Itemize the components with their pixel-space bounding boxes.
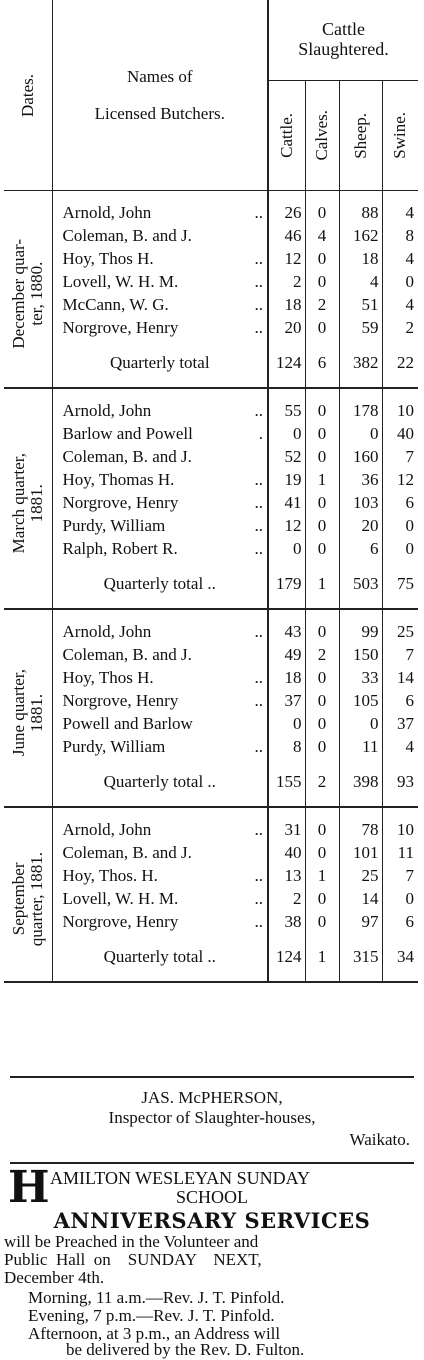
butcher-name-cell — [52, 537, 268, 560]
butcher-name: Hoy, Thos H. — [62, 667, 154, 687]
table-row — [4, 191, 418, 225]
sheep-count: 0 — [339, 712, 382, 735]
sheep-count: 99 — [339, 609, 382, 643]
sheep-count: 14 — [339, 887, 382, 910]
cattle-count: 19 — [268, 468, 305, 491]
total-swine: 93 — [382, 758, 418, 807]
quarter-date-line1: December quar- — [8, 239, 28, 349]
butcher-name-cell — [52, 910, 268, 933]
butcher-name-cell — [52, 864, 268, 887]
table-row — [4, 609, 418, 643]
names-header-line2: Licensed Butchers. — [94, 104, 225, 123]
table-row — [4, 841, 418, 864]
total-swine: 75 — [382, 560, 418, 609]
cattle-count: 8 — [268, 735, 305, 758]
sheep-count: 97 — [339, 910, 382, 933]
butcher-name-cell — [52, 468, 268, 491]
butcher-name: Coleman, B. and J. — [62, 644, 192, 664]
calves-count: 4 — [305, 224, 339, 247]
calves-count: 0 — [305, 247, 339, 270]
cattle-count: 41 — [268, 491, 305, 514]
advert-body-line3: December 4th. — [4, 1268, 105, 1287]
butcher-name: Coleman, B. and J. — [62, 446, 192, 466]
dot-leader: . — [258, 423, 263, 443]
swine-count: 7 — [405, 865, 415, 885]
swine-count: 0 — [405, 538, 415, 558]
sheep-count: 6 — [339, 537, 382, 560]
cattle-count: 2 — [268, 270, 305, 293]
dot-leader: .. — [254, 819, 263, 839]
cattle-count: 40 — [268, 841, 305, 864]
cattle-count: 38 — [268, 910, 305, 933]
quarterly-total-row — [4, 758, 418, 807]
butcher-name-cell — [52, 887, 268, 910]
sheep-count: 11 — [339, 735, 382, 758]
names-header-line1: Names of — [126, 66, 193, 86]
dot-leader: .. — [254, 400, 263, 420]
calves-count: 0 — [305, 666, 339, 689]
total-cattle: 124 — [268, 933, 305, 982]
cattle-count: 12 — [268, 247, 305, 270]
calves-count: 0 — [305, 609, 339, 643]
table-row — [4, 224, 418, 247]
table-row — [4, 316, 418, 339]
quarterly-total-row — [4, 933, 418, 982]
sheep-count: 162 — [339, 224, 382, 247]
calves-count: 0 — [305, 537, 339, 560]
dot-leader: .. — [254, 736, 263, 756]
advert-evening: Evening, 7 p.m.—Rev. J. T. Pinfold. — [28, 1306, 275, 1325]
butcher-name: Lovell, W. H. M. — [62, 888, 179, 908]
advert-body-line1: will be Preached in the Volunteer and — [4, 1232, 259, 1251]
calves-count: 0 — [305, 491, 339, 514]
cattle-count: 18 — [268, 293, 305, 316]
table-row — [4, 468, 418, 491]
calves-count: 0 — [305, 910, 339, 933]
advert-afternoon-line1: Afternoon, at 3 p.m., an Address will — [28, 1324, 281, 1343]
table-row — [4, 445, 418, 468]
butcher-name-cell — [52, 712, 268, 735]
sheep-count: 25 — [339, 864, 382, 887]
dot-leader: .. — [254, 667, 263, 687]
butcher-name-cell — [52, 224, 268, 247]
sheep-count: 4 — [339, 270, 382, 293]
butcher-name: Arnold, John — [62, 621, 152, 641]
calves-count: 0 — [305, 445, 339, 468]
butcher-name-cell — [52, 270, 268, 293]
col-calves-header: Calves. — [305, 81, 339, 191]
quarterly-total-label: Quarterly total .. — [52, 758, 268, 807]
cattle-count: 0 — [268, 422, 305, 445]
total-swine: 22 — [382, 339, 418, 388]
dot-leader: .. — [254, 538, 263, 558]
table-row — [4, 388, 418, 422]
butcher-name-cell — [52, 247, 268, 270]
sheep-count: 88 — [339, 191, 382, 225]
dot-leader: .. — [254, 690, 263, 710]
sheep-count: 36 — [339, 468, 382, 491]
swine-count: 7 — [405, 644, 415, 664]
butcher-name: Hoy, Thomas H. — [62, 469, 175, 489]
calves-count: 0 — [305, 735, 339, 758]
sheep-count: 33 — [339, 666, 382, 689]
advert-afternoon-line2: be delivered by the Rev. D. Fulton. — [66, 1340, 305, 1359]
butcher-name-cell — [52, 316, 268, 339]
total-cattle: 179 — [268, 560, 305, 609]
dot-leader: .. — [254, 469, 263, 489]
calves-count: 0 — [305, 841, 339, 864]
swine-count: 10 — [382, 807, 418, 841]
sheep-count: 0 — [339, 422, 382, 445]
cattle-count: 52 — [268, 445, 305, 468]
butcher-name: Hoy, Thos H. — [62, 248, 154, 268]
quarter-date-cell — [4, 609, 52, 807]
butcher-name: McCann, W. G. — [62, 294, 169, 314]
dot-leader: .. — [254, 317, 263, 337]
table-row — [4, 887, 418, 910]
total-calves: 1 — [305, 933, 339, 982]
calves-count: 0 — [305, 191, 339, 225]
quarter-date-line1: September — [8, 863, 28, 936]
dot-leader: .. — [254, 492, 263, 512]
swine-count: 0 — [405, 888, 415, 908]
separator-rule — [10, 1076, 414, 1078]
sheep-count: 59 — [339, 316, 382, 339]
col-sheep-header: Sheep. — [339, 81, 382, 191]
cattle-count: 26 — [268, 191, 305, 225]
cattle-count: 20 — [268, 316, 305, 339]
swine-count: 37 — [397, 713, 415, 733]
quarter-date-cell — [4, 191, 52, 389]
table-row — [4, 293, 418, 316]
butcher-name-cell — [52, 666, 268, 689]
swine-count: 14 — [397, 667, 415, 687]
cattle-count: 49 — [268, 643, 305, 666]
sheep-count: 178 — [339, 388, 382, 422]
advert-body-line2: Public Hall on SUNDAY NEXT, — [4, 1250, 262, 1269]
advert-title-line2: SCHOOL — [175, 1187, 248, 1207]
table-row — [4, 514, 418, 537]
calves-count: 0 — [305, 887, 339, 910]
swine-count: 8 — [405, 225, 415, 245]
total-cattle: 124 — [268, 339, 305, 388]
cattle-count: 12 — [268, 514, 305, 537]
swine-count: 0 — [405, 271, 415, 291]
quarterly-total-label: Quarterly total .. — [52, 933, 268, 982]
total-swine: 34 — [382, 933, 418, 982]
quarter-date-line2: ter, 1880. — [26, 262, 46, 326]
butcher-name-cell — [52, 841, 268, 864]
names-header — [52, 0, 268, 191]
total-sheep: 503 — [339, 560, 382, 609]
butcher-name: Barlow and Powell — [62, 423, 193, 443]
butcher-name-cell — [52, 293, 268, 316]
cattle-count: 46 — [268, 224, 305, 247]
cattle-group-header: Cattle Slaughtered. — [268, 0, 418, 81]
swine-count: 12 — [397, 469, 415, 489]
quarter-date-line1: June quarter, — [8, 669, 28, 757]
advert-drop-cap: H — [8, 1162, 50, 1213]
cattle-count: 0 — [268, 712, 305, 735]
quarterly-total-row — [4, 339, 418, 388]
total-sheep: 315 — [339, 933, 382, 982]
quarter-date-line2: quarter, 1881. — [26, 852, 46, 947]
butcher-name-cell — [52, 807, 268, 841]
total-sheep: 382 — [339, 339, 382, 388]
dot-leader: .. — [254, 515, 263, 535]
sheep-count: 160 — [339, 445, 382, 468]
butcher-name: Coleman, B. and J. — [62, 225, 192, 245]
col-swine-header: Swine. — [390, 112, 410, 159]
butcher-name-cell — [52, 445, 268, 468]
butcher-name-cell — [52, 609, 268, 643]
table-row — [4, 537, 418, 560]
total-calves: 2 — [305, 758, 339, 807]
calves-count: 1 — [305, 864, 339, 887]
butcher-name: Powell and Barlow — [62, 713, 193, 733]
cattle-count: 31 — [268, 807, 305, 841]
sheep-count: 20 — [339, 514, 382, 537]
sheep-count: 18 — [339, 247, 382, 270]
butcher-name: Hoy, Thos. H. — [62, 865, 158, 885]
table-row — [4, 689, 418, 712]
quarterly-total-label: Quarterly total .. — [52, 560, 268, 609]
advert-morning: Morning, 11 a.m.—Rev. J. T. Pinfold. — [28, 1288, 285, 1307]
sheep-count: 78 — [339, 807, 382, 841]
swine-count: 7 — [405, 446, 415, 466]
calves-count: 0 — [305, 388, 339, 422]
dot-leader: .. — [254, 621, 263, 641]
table-row — [4, 643, 418, 666]
dot-leader: .. — [254, 202, 263, 222]
table-row — [4, 910, 418, 933]
butcher-name-cell — [52, 689, 268, 712]
table-row — [4, 666, 418, 689]
cattle-count: 2 — [268, 887, 305, 910]
calves-count: 0 — [305, 422, 339, 445]
quarterly-total-row — [4, 560, 418, 609]
total-sheep: 398 — [339, 758, 382, 807]
advert-title-line1: AMILTON WESLEYAN SUNDAY — [50, 1168, 311, 1188]
swine-count: 10 — [382, 388, 418, 422]
quarter-date-line1: March quarter, — [8, 453, 28, 554]
butcher-name: Arnold, John — [62, 400, 152, 420]
cattle-count: 43 — [268, 609, 305, 643]
butcher-name: Arnold, John — [62, 202, 152, 222]
butcher-name: Norgrove, Henry — [62, 690, 179, 710]
butcher-name-cell — [52, 422, 268, 445]
butcher-name: Coleman, B. and J. — [62, 842, 192, 862]
sheep-count: 101 — [339, 841, 382, 864]
swine-count: 0 — [405, 515, 415, 535]
advert-heading: ANNIVERSARY SERVICES — [53, 1208, 371, 1233]
dot-leader: .. — [254, 248, 263, 268]
butcher-name: Arnold, John — [62, 819, 152, 839]
table-row — [4, 270, 418, 293]
calves-count: 2 — [305, 643, 339, 666]
table-row — [4, 491, 418, 514]
swine-count: 4 — [405, 736, 415, 756]
butcher-name: Lovell, W. H. M. — [62, 271, 179, 291]
col-cattle-header: Cattle. — [268, 81, 305, 191]
quarter-date-line2: 1881. — [26, 484, 46, 523]
calves-count: 0 — [305, 807, 339, 841]
butcher-name: Purdy, William — [62, 736, 166, 756]
advert-rule — [10, 1162, 414, 1164]
calves-count: 2 — [305, 293, 339, 316]
quarter-date-line2: 1881. — [26, 693, 46, 733]
quarter-date-cell — [4, 807, 52, 982]
butcher-name: Norgrove, Henry — [62, 492, 179, 512]
butcher-name-cell — [52, 514, 268, 537]
swine-count: 2 — [405, 317, 415, 337]
swine-count: 4 — [405, 294, 415, 314]
butcher-name: Norgrove, Henry — [62, 911, 179, 931]
cattle-count: 18 — [268, 666, 305, 689]
calves-count: 0 — [305, 712, 339, 735]
swine-count: 6 — [405, 690, 415, 710]
swine-count: 11 — [397, 842, 415, 862]
dot-leader: .. — [254, 911, 263, 931]
calves-count: 0 — [305, 689, 339, 712]
dates-header: Dates. — [4, 0, 52, 191]
swine-count: 25 — [382, 609, 418, 643]
butcher-name: Ralph, Robert R. — [62, 538, 178, 558]
swine-count: 6 — [405, 911, 415, 931]
dot-leader: .. — [254, 294, 263, 314]
butcher-name-cell — [52, 388, 268, 422]
cattle-count: 55 — [268, 388, 305, 422]
swine-count: 40 — [397, 423, 415, 443]
butcher-name: Purdy, William — [62, 515, 166, 535]
calves-count: 0 — [305, 270, 339, 293]
signature-place: Waikato. — [349, 1130, 410, 1149]
swine-count: 4 — [405, 248, 415, 268]
table-row — [4, 247, 418, 270]
sheep-count: 150 — [339, 643, 382, 666]
signature-name: JAS. McPHERSON, — [141, 1088, 283, 1107]
dot-leader: .. — [254, 865, 263, 885]
table-row — [4, 864, 418, 887]
butcher-name-cell — [52, 643, 268, 666]
butcher-name-cell — [52, 191, 268, 225]
sheep-count: 51 — [339, 293, 382, 316]
sheep-count: 103 — [339, 491, 382, 514]
butcher-name-cell — [52, 491, 268, 514]
total-cattle: 155 — [268, 758, 305, 807]
table-row — [4, 422, 418, 445]
table-row — [4, 735, 418, 758]
butcher-name: Norgrove, Henry — [62, 317, 179, 337]
total-calves: 1 — [305, 560, 339, 609]
calves-count: 0 — [305, 514, 339, 537]
butcher-name-cell — [52, 735, 268, 758]
slaughter-table — [4, 0, 418, 983]
cattle-count: 0 — [268, 537, 305, 560]
dot-leader: .. — [254, 271, 263, 291]
swine-count: 4 — [382, 191, 418, 225]
table-row — [4, 712, 418, 735]
calves-count: 0 — [305, 316, 339, 339]
cattle-count: 13 — [268, 864, 305, 887]
total-calves: 6 — [305, 339, 339, 388]
quarterly-total-label: Quarterly total — [52, 339, 268, 388]
table-row — [4, 807, 418, 841]
sheep-count: 105 — [339, 689, 382, 712]
calves-count: 1 — [305, 468, 339, 491]
signature-title: Inspector of Slaughter-houses, — [108, 1108, 316, 1127]
dot-leader: .. — [254, 888, 263, 908]
quarter-date-cell — [4, 388, 52, 609]
swine-count: 6 — [405, 492, 415, 512]
table-body — [4, 191, 418, 983]
cattle-count: 37 — [268, 689, 305, 712]
